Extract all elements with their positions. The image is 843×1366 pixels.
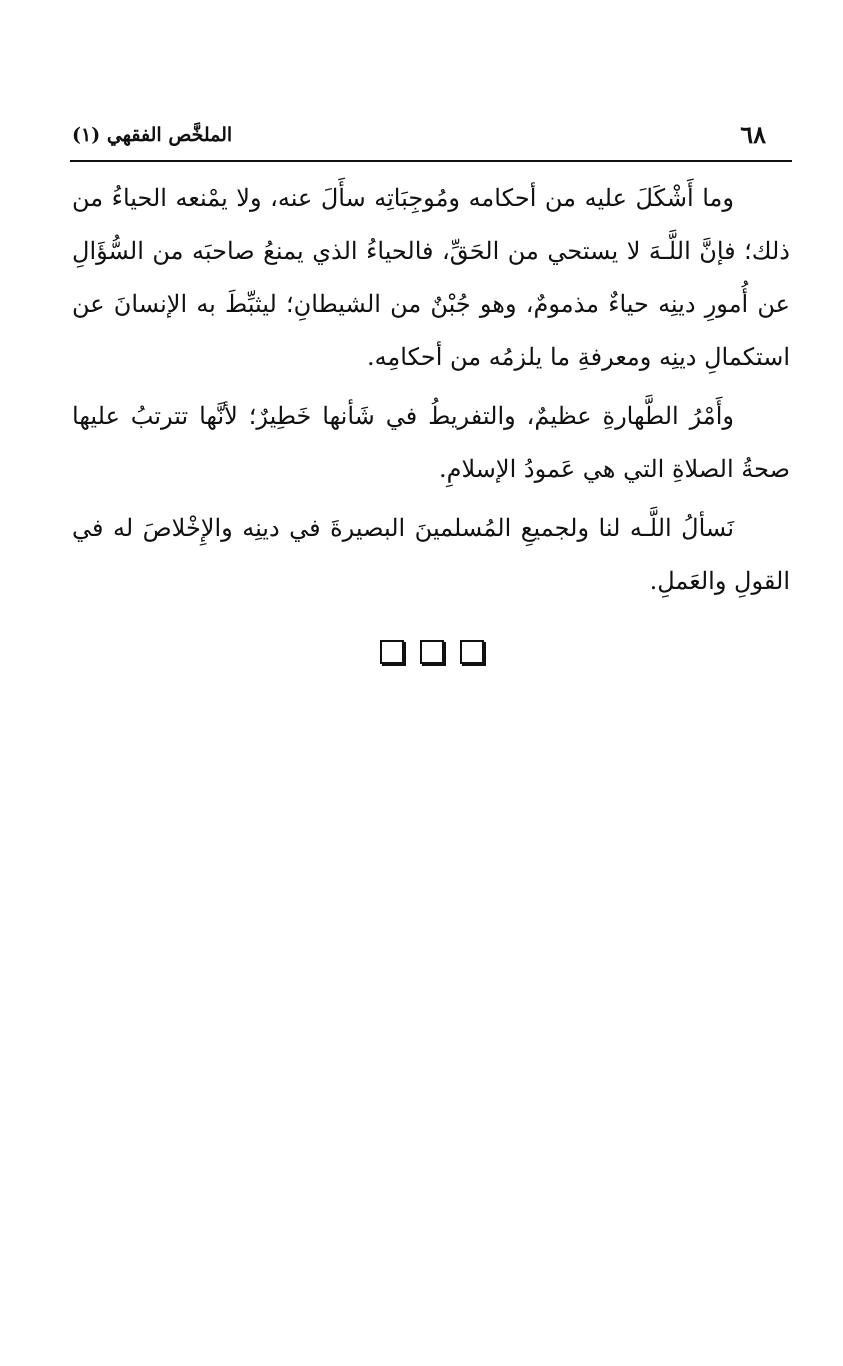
- header-divider: [70, 160, 792, 162]
- paragraph: وما أَشْكَلَ عليه من أحكامه ومُوجِبَاتِه سأَلَ عنه، ولا يمْنعه الحياءُ من ذلك؛ فإنَّ اللَّـهَ لا يستحي من الحَقِّ، فالحياءُ الذي يمنعُ صاحبَه من السُّؤَالِ عن أُمورِ دينِه حياءٌ مذمومٌ، وهو جُبْنٌ من الشيطانِ؛ ليثبِّطَ به الإنسانَ عن استكمالِ دينِه ومعرفةِ ما يلزمُه من أحكامِه.: [72, 184, 790, 371]
- section-end-ornament: [380, 640, 484, 666]
- page-number: ٦٨: [740, 120, 766, 149]
- running-title: الملخَّص الفقهي (١): [72, 124, 233, 146]
- main-text: [72, 172, 790, 614]
- square-box-icon: [420, 640, 444, 664]
- square-box-icon: [460, 640, 484, 664]
- square-box-icon: [380, 640, 404, 664]
- paragraph: نَسألُ اللَّـه لنا ولجميعِ المُسلمينَ البصيرةَ في دينِه والإِخْلاصَ له في القولِ والعَملِ.: [72, 514, 790, 595]
- paragraph: وأَمْرُ الطَّهارةِ عظيمٌ، والتفريطُ في شَأنها خَطِيرٌ؛ لأنَّها تترتبُ عليها صحةُ الصلاةِ التي هي عَمودُ الإسلامِ.: [72, 402, 790, 483]
- page-header: [70, 118, 792, 162]
